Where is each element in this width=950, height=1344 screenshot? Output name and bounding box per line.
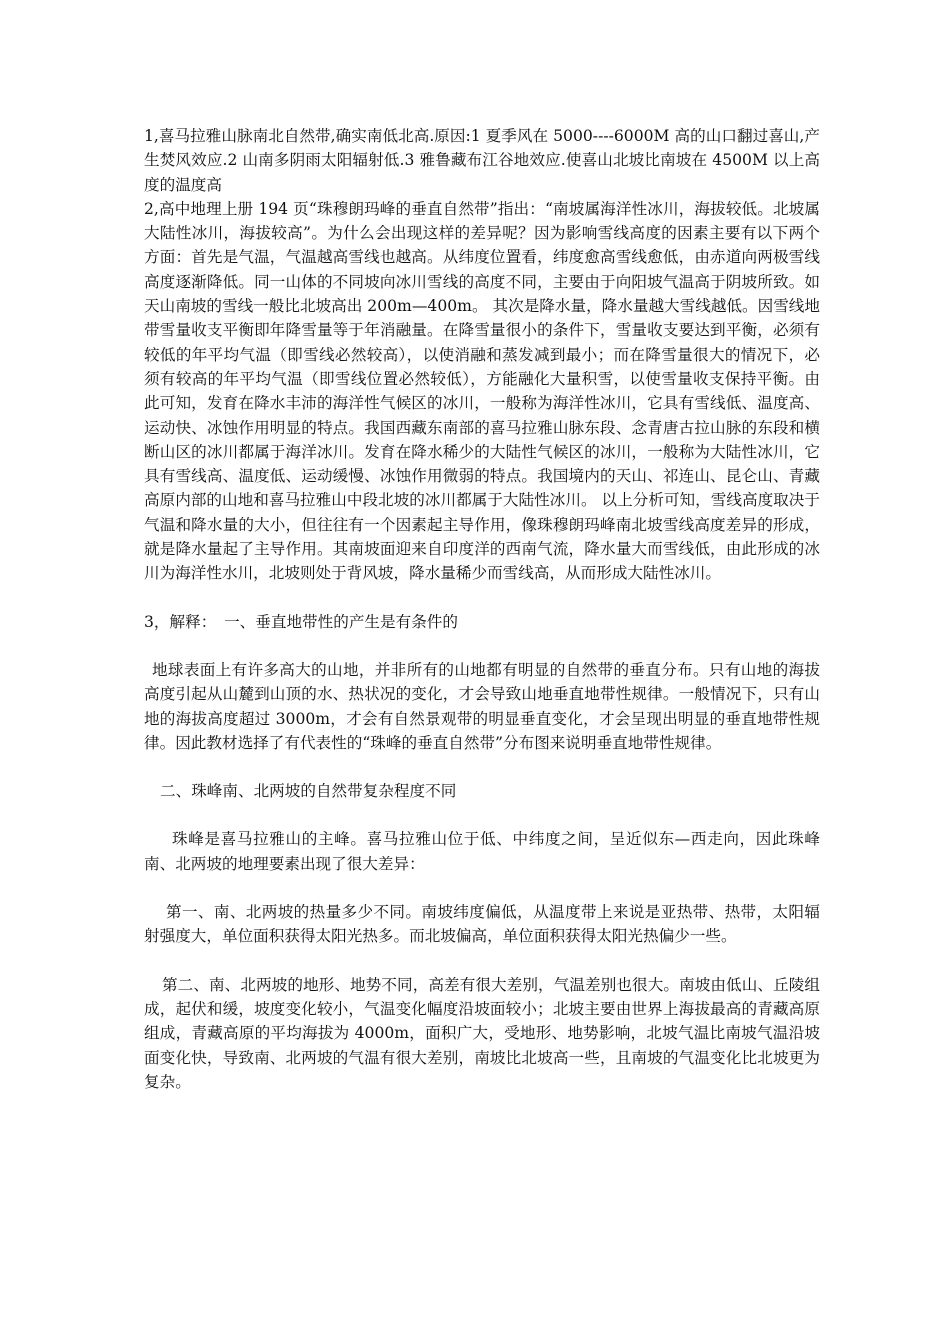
paragraph-3-heading: 3，解释： 一、垂直地带性的产生是有条件的	[144, 612, 458, 631]
document-body	[144, 124, 820, 1094]
paragraph-7: 第二、南、北两坡的地形、地势不同，高差有很大差别，气温差别也很大。南坡由低山、丘陵组成，起伏和缓，坡度变化较小，气温变化幅度沿坡面较小；北坡主要由世界上海拔最高的青藏高原组成，青藏高原的平均海拔为 4000m，面积广大，受地形、地势影响，北坡气温比南坡气温沿坡面变化快，导致南、北两坡的气温有很大差别，南坡比北坡高一些，且南坡的气温变化比北坡更为复杂。	[144, 975, 820, 1091]
paragraph-4: 地球表面上有许多高大的山地，并非所有的山地都有明显的自然带的垂直分布。只有山地的海拔高度引起从山麓到山顶的水、热状况的变化，才会导致山地垂直地带性规律。一般情况下，只有山地的海拔高度超过 3000m，才会有自然景观带的明显垂直变化，才会呈现出明显的垂直地带性规律。因此教材选择了有代表性的“珠峰的垂直自然带”分布图来说明垂直地带性规律。	[144, 660, 820, 752]
paragraph-6: 第一、南、北两坡的热量多少不同。南坡纬度偏低，从温度带上来说是亚热带、热带，太阳辐射强度大，单位面积获得太阳光热多。而北坡偏高，单位面积获得太阳光热偏少一些。	[144, 903, 820, 946]
paragraph-5: 珠峰是喜马拉雅山的主峰。喜马拉雅山位于低、中纬度之间，呈近似东—西走向，因此珠峰南、北两坡的地理要素出现了很大差异：	[144, 830, 820, 873]
paragraph-2: 2,高中地理上册 194 页“珠穆朗玛峰的垂直自然带”指出：“南坡属海洋性冰川，海拔较低。北坡属大陆性冰川，海拔较高”。为什么会出现这样的差异呢？因为影响雪线高度的因素主要有以下两个方面：首先是气温，气温越高雪线也越高。从纬度位置看，纬度愈高雪线愈低，由赤道向两极雪线高度逐渐降低。同一山体的不同坡向冰川雪线的高度不同，主要由于向阳坡气温高于阴坡所致。如天山南坡的雪线一般比北坡高出 200m—400m。 其次是降水量，降水量越大雪线越低。因雪线地带雪量收支平衡即年降雪量等于年消融量。在降雪量很小的条件下，雪量收支要达到平衡，必须有较低的年平均气温（即雪线必然较高），以使消融和蒸发减到最小；而在降雪量很大的情况下，必须有较高的年平均气温（即雪线位置必然较低），方能融化大量积雪，以使雪量收支保持平衡。由此可知，发育在降水丰沛的海洋性气候区的冰川，一般称为海洋性冰川，它具有雪线低、温度高、运动快、冰蚀作用明显的特点。我国西藏东南部的喜马拉雅山脉东段、念青唐古拉山脉的东段和横断山区的冰川都属于海洋冰川。发育在降水稀少的大陆性气候区的冰川，一般称为大陆性冰川，它具有雪线高、温度低、运动缓慢、冰蚀作用微弱的特点。我国境内的天山、祁连山、昆仑山、青藏高原内部的山地和喜马拉雅山中段北坡的冰川都属于大陆性冰川。 以上分析可知，雪线高度取决于气温和降水量的大小，但往往有一个因素起主导作用，像珠穆朗玛峰南北坡雪线高度差异的形成，就是降水量起了主导作用。其南坡面迎来自印度洋的西南气流，降水量大而雪线低，由此形成的冰川为海洋性水川，北坡则处于背风坡，降水量稀少而雪线高，从而形成大陆性冰川。	[144, 199, 820, 583]
section-two-heading: 二、珠峰南、北两坡的自然带复杂程度不同	[160, 782, 457, 801]
paragraph-1: 1,喜马拉雅山脉南北自然带,确实南低北高.原因:1 夏季风在 5000----6000M 高的山口翻过喜山,产生焚风效应.2 山南多阴雨太阳辐射低.3 雅鲁藏布江谷地效应.使喜山北坡比南坡在 4500M 以上高度的温度高	[144, 127, 820, 194]
